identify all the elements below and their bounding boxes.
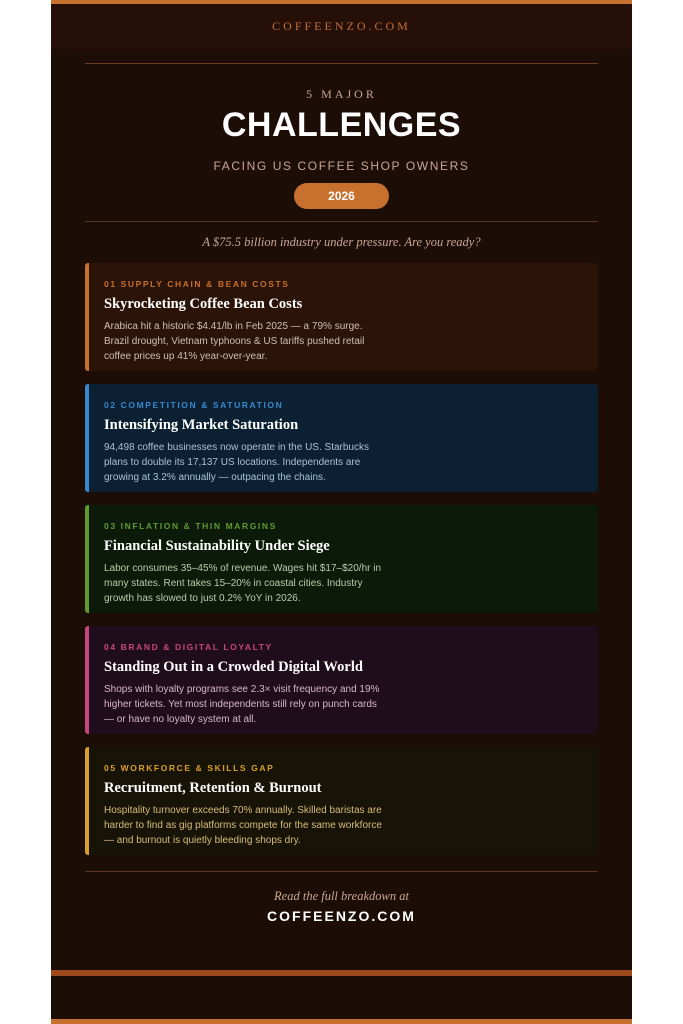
challenge-card-brand-loyalty	[85, 626, 598, 734]
hero-title: CHALLENGES	[221, 106, 462, 144]
divider-middle	[85, 221, 598, 222]
hero-subtitle: FACING US COFFEE SHOP OWNERS	[213, 159, 470, 173]
bottom-edge-bar	[51, 1019, 632, 1024]
card-category: 03 INFLATION & THIN MARGINS	[104, 521, 277, 531]
bottom-accent-bar	[51, 970, 632, 976]
challenge-card-supply-chain	[85, 263, 598, 371]
site-link-bottom[interactable]: COFFEENZO.COM	[267, 908, 416, 924]
read-more-text: Read the full breakdown at	[274, 889, 409, 903]
card-title: Intensifying Market Saturation	[104, 417, 299, 433]
card-title: Skyrocketing Coffee Bean Costs	[104, 296, 303, 312]
tagline: A $75.5 billion industry under pressure. Are you ready?	[202, 235, 481, 249]
card-body: Shops with loyalty programs see 2.3× visit frequency and 19% higher tickets. Yet most independents still rely on punch cards — or have no loyalty system at all.	[104, 684, 380, 725]
card-body: 94,498 coffee businesses now operate in the US. Starbucks plans to double its 17,137 US locations. Independents are growing at 3.2% annually — outpacing the chains.	[104, 442, 369, 483]
year-badge: 2026	[294, 183, 389, 209]
card-title: Standing Out in a Crowded Digital World	[104, 659, 363, 675]
hero-kicker: 5 MAJOR	[306, 87, 377, 101]
card-accent-bar	[85, 263, 89, 371]
infographic-poster	[51, 0, 632, 1024]
card-body: Labor consumes 35–45% of revenue. Wages hit $17–$20/hr in many states. Rent takes 15–20% in coastal cities. Industry growth has slowed to just 0.2% YoY in 2026.	[104, 563, 382, 604]
card-title: Financial Sustainability Under Siege	[104, 538, 330, 554]
card-category: 02 COMPETITION & SATURATION	[104, 400, 284, 410]
site-name-top: COFFEENZO.COM	[272, 19, 411, 33]
card-category: 05 WORKFORCE & SKILLS GAP	[104, 763, 275, 773]
card-accent-bar	[85, 747, 89, 855]
card-accent-bar	[85, 384, 89, 492]
card-accent-bar	[85, 626, 89, 734]
challenge-card-competition	[85, 384, 598, 492]
divider-bottom	[85, 871, 598, 872]
card-body: Arabica hit a historic $4.41/lb in Feb 2025 — a 79% surge. Brazil drought, Vietnam typhoons & US tariffs pushed retail coffee prices up 41% year-over-year.	[104, 321, 365, 362]
card-title: Recruitment, Retention & Burnout	[104, 780, 322, 796]
card-category: 04 BRAND & DIGITAL LOYALTY	[104, 642, 273, 652]
divider-top	[85, 63, 598, 64]
challenge-card-workforce	[85, 747, 598, 855]
card-accent-bar	[85, 505, 89, 613]
header-band	[51, 4, 632, 49]
challenge-card-inflation	[85, 505, 598, 613]
card-category: 01 SUPPLY CHAIN & BEAN COSTS	[104, 279, 290, 289]
card-body: Hospitality turnover exceeds 70% annually. Skilled baristas are harder to find as gig platforms compete for the same workforce — and burnout is quietly bleeding shops dry.	[104, 805, 382, 846]
